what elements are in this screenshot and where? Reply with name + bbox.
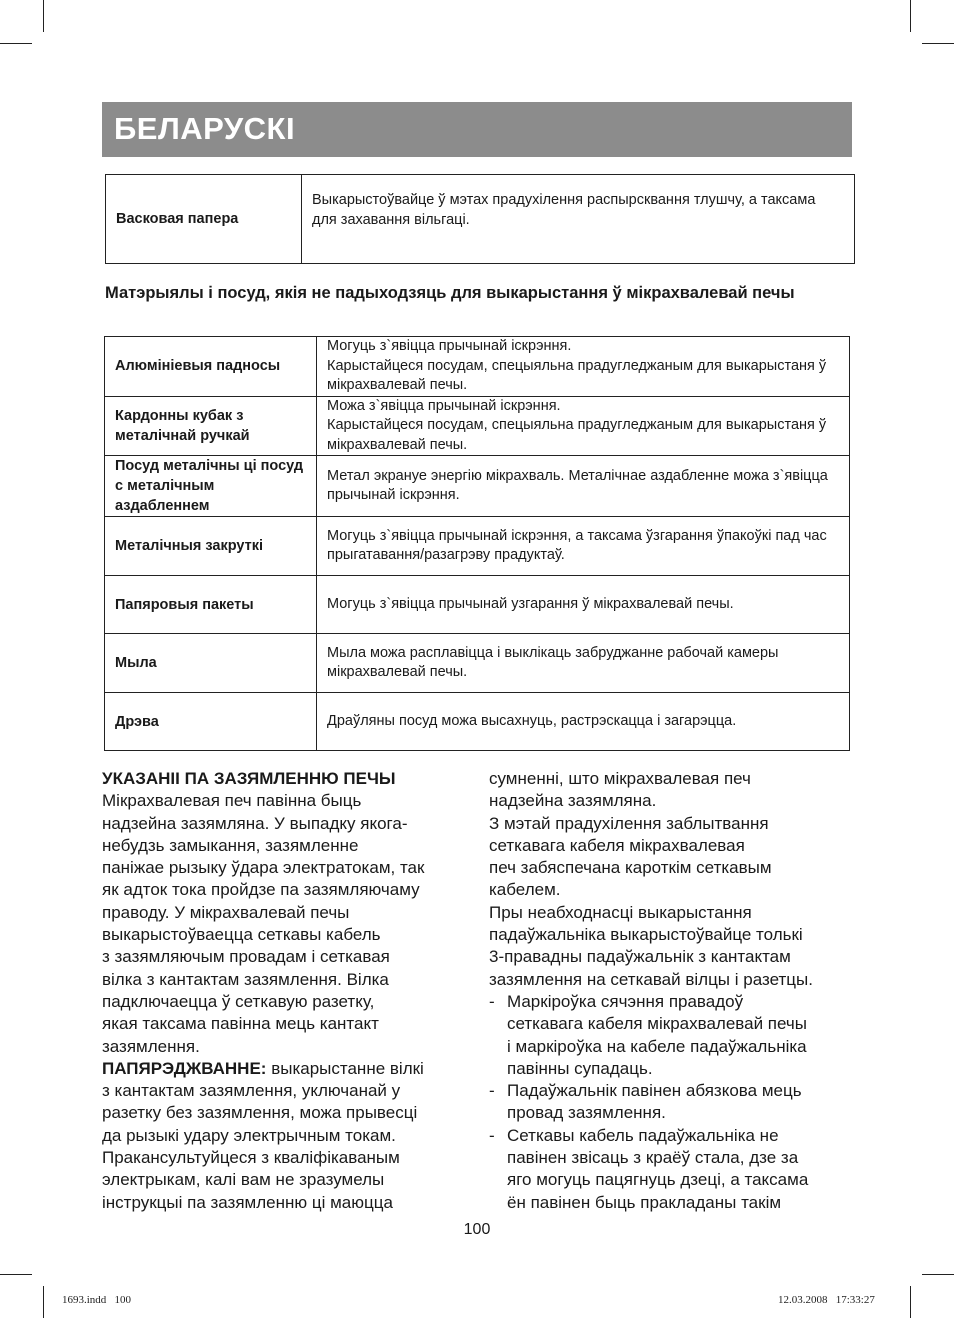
dash-bullet: - [489, 991, 495, 1011]
table-row [105, 337, 850, 397]
list-item [489, 1169, 855, 1191]
table-row [105, 456, 850, 517]
body-text-line: разетку без зазямлення, можа прывесці [102, 1103, 418, 1123]
crop-mark [922, 1274, 954, 1275]
body-text-line: 3-правадны падаўжальнік з кантактам [489, 947, 791, 967]
dash-bullet: - [489, 1081, 495, 1101]
section-heading: Матэрыялы і посуд, якія не падыходзяць для выкарыстання ў мікрахвалевай печы [105, 284, 795, 302]
material-description: Могуць з`явіцца прычынай узгарання ў мікрахвалевай печы. [317, 576, 850, 634]
body-text-line: надзейна зазямляна. [489, 791, 657, 811]
body-text-line: падключаецца ў сеткавую разетку, [102, 991, 375, 1011]
body-text-line: З мэтай прадухілення заблытвання [489, 813, 769, 833]
dash-bullet [489, 1058, 507, 1080]
table-row [105, 634, 850, 693]
body-text-line: сумненні, што мікрахвалевая печ [489, 769, 751, 788]
list-item-text: яго могуць пацягнуць дзеці, а таксама [507, 1170, 809, 1190]
dash-bullet [489, 1147, 507, 1169]
body-text-line: кабелем. [489, 880, 561, 900]
page-title: БЕЛАРУСКІ [114, 111, 296, 146]
material-name: Папяровыя пакеты [105, 576, 317, 634]
body-text-line: зазямлення на сеткавай вілцы і разетцы. [489, 969, 813, 989]
body-text-line: інструкцыі па зазямленню ці маюцца [102, 1192, 393, 1212]
body-text-line: Мікрахвалевая печ павінна быць [102, 791, 362, 811]
top-materials-table [105, 174, 855, 264]
table-row [106, 175, 855, 264]
material-description: Могуць з`явіцца прычынай іскрэння, а таксама ўзгарання ўпакоўкі пад час прыгатавання/разагрэву прадуктаў. [317, 517, 850, 576]
list-item-text: Маркіроўка сячэння правадоў [507, 991, 744, 1011]
body-text-line: сеткавага кабеля мікрахвалевая [489, 835, 745, 855]
list-item [489, 991, 855, 1013]
body-text-line: як адток тока пройдзе па зазямляючаму [102, 880, 420, 900]
body-text-line: надзейна зазямляна. У выпадку якога- [102, 813, 408, 833]
crop-mark [0, 43, 32, 44]
material-name: Мыла [105, 634, 317, 693]
warning-text: выкарыстанне вілкі [266, 1058, 424, 1078]
dash-bullet [489, 1192, 507, 1214]
table-row [105, 517, 850, 576]
list-item-text: сеткавага кабеля мікрахвалевай печы [507, 1014, 807, 1034]
dash-bullet [489, 1169, 507, 1191]
body-text-line: падаўжальніка выкарыстоўвайце толькі [489, 925, 803, 945]
crop-mark [910, 0, 911, 32]
list-item [489, 1192, 855, 1214]
list-item [489, 1125, 855, 1147]
body-text-line: вілка з кантактам зазямлення. Вілка [102, 969, 389, 989]
crop-mark [43, 1286, 44, 1318]
list-item-text: Падаўжальнік павінен абязкова мець [507, 1081, 802, 1101]
grounding-right-column [489, 768, 855, 1214]
crop-mark [910, 1286, 911, 1318]
material-name: Посуд металічны ці посуд с металічным аздабленнем [105, 456, 317, 517]
list-item [489, 1036, 855, 1058]
material-name: Дрэва [105, 693, 317, 751]
material-name: Кардонны кубак з металічнай ручкай [105, 396, 317, 456]
material-name: Алюмініевыя падносы [105, 337, 317, 397]
crop-mark [922, 43, 954, 44]
page-number: 100 [463, 1221, 491, 1238]
material-name: Васковая папера [106, 175, 302, 264]
list-item-text: павінны супадаць. [507, 1058, 653, 1078]
table-row [105, 576, 850, 634]
warning-label: ПАПЯРЭДЖВАННЕ: [102, 1058, 267, 1078]
body-text-line: Пры неабходнасці выкарыстання [489, 902, 752, 922]
body-text-line: паніжае рызыку ўдара электратокам, так [102, 858, 425, 878]
body-text-line: небудзь замыкання, зазямленне [102, 835, 359, 855]
list-item [489, 1147, 855, 1169]
crop-mark [43, 0, 44, 32]
dash-bullet: - [489, 1125, 495, 1145]
crop-mark [0, 1274, 32, 1275]
dash-bullet [489, 1102, 507, 1124]
body-text-line: праводу. У мікрахвалевай печы [102, 902, 350, 922]
material-name: Металічныя закруткі [105, 517, 317, 576]
list-item-text: і маркіроўка на кабеле падаўжальніка [507, 1036, 807, 1056]
warning-paragraph [102, 1058, 468, 1080]
grounding-left-column [102, 768, 468, 1214]
list-item [489, 1080, 855, 1102]
list-item-text: павінен звісаць з краёў стала, дзе за [507, 1148, 799, 1168]
body-text-line: зазямлення. [102, 1036, 200, 1056]
list-item-text: провад зазямлення. [507, 1103, 666, 1123]
dash-bullet [489, 1036, 507, 1058]
dash-bullet [489, 1013, 507, 1035]
body-text-line: з зазямляючым провадам і сеткавая [102, 947, 390, 967]
body-text-line: электрыкам, калі вам не зразумелы [102, 1170, 385, 1190]
body-text-line: да рызыкі удару электрычным токам. [102, 1125, 396, 1145]
list-item [489, 1013, 855, 1035]
list-item-text: Сеткавы кабель падаўжальніка не [507, 1125, 779, 1145]
language-header [102, 102, 852, 157]
material-description: Могуць з`явіцца прычынай іскрэння. Карыстайцеся посудам, спецыяльна прадугледжаным для выкарыстаня ў мікрахвалевай печы. [317, 337, 850, 397]
material-description: Можа з`явіцца прычынай іскрэння. Карыстайцеся посудам, спецыяльна прадугледжаным для выкарыстаня ў мікрахвалевай печы. [317, 396, 850, 456]
list-item-text: ён павінен быць пракладаны такім [507, 1192, 782, 1212]
material-description: Драўляны посуд можа высахнуць, растрэскацца і загарэцца. [317, 693, 850, 751]
list-item [489, 1058, 855, 1080]
body-text-line: з кантактам зазямлення, уключанай у [102, 1081, 401, 1101]
unsuitable-materials-table [104, 336, 850, 751]
material-description: Метал экрануе энергію мікрахваль. Металічнае аздабленне можа з`явіцца прычынай іскрэння. [317, 456, 850, 517]
table-row [105, 693, 850, 751]
table-row [105, 396, 850, 456]
body-text-line: выкарыстоўваецца сеткавы кабель [102, 925, 381, 945]
material-description: Выкарыстоўвайце ў мэтах прадухілення распырсквання тлушчу, а таксама для захавання вільгаці. [302, 175, 855, 264]
body-text-line: якая таксама павінна мець кантакт [102, 1014, 379, 1034]
grounding-heading: УКАЗАНІІ ПА ЗАЗЯМЛЕННЮ ПЕЧЫ [102, 769, 396, 788]
print-slug-date: 12.03.2008 17:33:27 [778, 1294, 875, 1306]
body-text-line: печ забяспечана кароткім сеткавым [489, 858, 772, 878]
print-slug-file: 1693.indd 100 [62, 1294, 132, 1306]
body-text-line: Пракансультуйцеся з кваліфікаваным [102, 1148, 400, 1168]
material-description: Мыла можа расплавіцца і выклікаць забруджанне рабочай камеры мікрахвалевай печы. [317, 634, 850, 693]
list-item [489, 1102, 855, 1124]
